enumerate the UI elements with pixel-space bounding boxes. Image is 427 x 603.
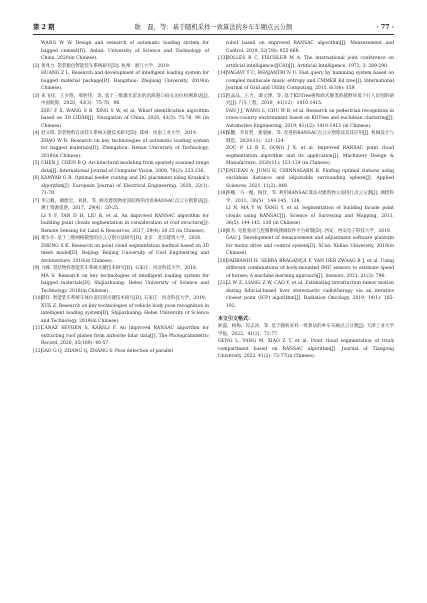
reference-text: robot based on improved RANSAC algorithm[J]. Measurement and Control, 2019, 52(7/8): 855-868.	[226, 41, 394, 54]
reference-number: [20]	[218, 258, 228, 264]
reference-number: [13]	[218, 56, 228, 61]
reference-entry	[218, 108, 394, 131]
reference-entry	[33, 295, 209, 303]
reference-entry	[218, 205, 394, 228]
reference-text: 李娜，马一薇，杨洋，等. 利用RANSAC算法对建筑物立面进行点云分割[J]. 测绘科学，2011，36(5)：144-145，138.	[226, 191, 394, 204]
reference-text: ZHU F X, WANG S B, XING S W, et al. Wharf identification algorithm based on 3D LIDAR[J]. Navigation of China, 2020, 43(3): 75-78, 96 (in Chinese).	[41, 108, 209, 129]
reference-entry	[33, 273, 209, 296]
reference-entry	[218, 55, 394, 70]
reference-text: GAO G Q, ZHANG Q, ZHANG S. Pose detection of parallel	[41, 348, 173, 354]
reference-entry	[33, 138, 209, 161]
reference-number: [6]	[33, 176, 40, 181]
issue-number: 第 2 期	[33, 24, 55, 31]
reference-text: BOLLES R C, FISCHLER M A. The international joint conference on artificial intelligence(IJCAI)[J]. Artificial Intelligence, 1972, 3: 289-290.	[226, 56, 394, 69]
left-column	[33, 40, 209, 355]
reference-entry	[218, 40, 394, 55]
right-column	[218, 40, 394, 361]
reference-entry	[218, 190, 394, 205]
reference-entry	[218, 130, 394, 145]
reference-number: [21]	[218, 281, 228, 286]
reference-number: [8]	[33, 236, 40, 241]
reference-number: [4]	[33, 131, 40, 136]
reference-text: ZOU P, LI B Z, GONG J X, et al. Improved RANSAC point cloud segmentation algorithm and its application[J]. Machinery Design & Manufacture, 2020(11): 121-124 (in Chinese).	[226, 146, 394, 166]
reference-entry	[33, 40, 209, 63]
reference-number: [7]	[33, 198, 40, 204]
reference-text: LI N, MA Y W, YANG Y, et al. Segmentation of building facade point clouds using RANSAC[J]. Science of Surveying and Mapping, 2011, 36(5): 144-145, 138 (in Chinese).	[226, 206, 394, 226]
reference-text: 黄兆力. 袋装粮包智能装车系统研究[D]. 杭州：浙江大学，2019.	[41, 63, 171, 69]
reference-text: CANAZ SEVGEN S, KARSLI F. An improved RANSAC algorithm for extracting roof planes from airborne lidar data[J]. The Photogrammetric Record, 2020, 35(169): 40-57.	[41, 326, 209, 346]
reference-entry	[218, 228, 394, 236]
reference-entry	[33, 160, 209, 175]
reference-entry	[218, 168, 394, 191]
reference-text: GAO J. Development of measurement and adjustment software platform for motor drive and control system[D]. Xi'an: Xidian University, 2019(in Chinese).	[226, 236, 394, 256]
reference-text: LI Y F, TAN D H, LIU R, et al. An improved RANSAC algorithm for building point clouds segmentation in consideration of roof structure[J]. Remote Sensing for Land & Resources, 2017, 29(4): 20-25 (in Chinese).	[41, 213, 209, 234]
reference-text: MA S. Research on key technologies of intelligent loading system for bagged materials[D]. Shijiazhuang: Hebei University of Science and Technology, 2018(in Chinese).	[41, 273, 209, 294]
reference-entry	[33, 93, 209, 108]
reference-text: ONUEAN A, JUNG H, CHINNASARN K. Finding optimal stations using euclidean distance and adjustable surrounding sphere[J]. Applied Sciences, 2021, 11(2): 848.	[226, 168, 394, 189]
reference-entry	[33, 265, 209, 273]
reference-number: [11]	[33, 326, 43, 331]
reference-entry	[218, 280, 394, 310]
reference-entry	[218, 258, 394, 281]
reference-number: [14]	[218, 71, 228, 76]
reference-text: DARBANDI H, SERRA BRAGANÇA F, VAN DER ZWAAG B J, et al. Using different combinations of body-mounted IMU sensors to estimate speed of horses; A machine learning approach[J]. Sensors, 2021, 21(3): 798.	[226, 258, 394, 279]
reference-entry	[218, 70, 394, 93]
reference-text: 高杰. 电机驱动与控制系统测调软件平台研制[D]. 西安：西安电子科技大学，2019.	[226, 228, 392, 234]
reference-entry	[33, 70, 209, 93]
reference-text: NAGAVI T C, BHAJANTRI N U. Fast query by humming system based on complex multiscale music entropy and CMMEB Kd tree[J]. International Journal of Grid and Utility Computing, 2015, 6(3/4): 159.	[226, 71, 394, 91]
reference-text: KAMYAB G R. Optimal feeder routing and DG placement using Kruskal's algorithm[J]. European Journal of Electrical Engineering, 2020, 22(1): 71-78.	[41, 176, 209, 196]
reference-entry	[33, 348, 209, 356]
reference-text: 薛洋. 智能装车系统车体位姿识别关键技术研究[D]. 石家庄：河北科技大学，2019.	[41, 296, 207, 301]
reference-entry	[33, 130, 209, 138]
reference-number: [9]	[33, 266, 40, 271]
reference-number: [17]	[218, 168, 228, 174]
reference-text: 李云帆，谢德宏，刘晨，等. 顾及建筑物屋顶结构的改进RANSAC点云分割算法[J]. 测土资源遥感，2017，29(4)：20-25.	[41, 198, 209, 211]
reference-entry	[218, 145, 394, 168]
reference-number: [10]	[33, 296, 43, 301]
reference-number: [16]	[218, 131, 228, 136]
reference-text: WANG W W. Design and research of automatic loading system for bagged cement[D]. Anhui: University of Science and Technology of China, 2020(in Chinese).	[41, 41, 209, 61]
reference-entry	[33, 213, 209, 236]
reference-entry	[218, 235, 394, 258]
reference-text: ZHAO W R. Research on key technologies of automatic loading system for bagged materials[D]. Zhengzhou: Henan University of Technology, 2019(in Chinese).	[41, 138, 209, 159]
reference-entry	[33, 243, 209, 266]
reference-number: [15]	[218, 93, 228, 99]
citation-en: GENG L, YANG M, XIAO Z T, et al. Point cloud segmentation of truck compartment based on RANSAC algorithm[J]. Journal of Tiangong University, 2022, 41(2): 72-77(in Chinese).	[218, 339, 394, 359]
reference-number: [3]	[33, 93, 40, 99]
reference-entry	[33, 63, 209, 71]
reference-number: [5]	[33, 161, 40, 166]
running-title: 耿 磊，等：基于随机采样一致算法的乡车车厢点云分割	[134, 24, 293, 31]
reference-text: ZHENG S K. Research on point cloud segmentation method based on 3D mesh model[D]. Beijing: Beijing University of Civil Engineering and Architecture, 2016(in Chinese).	[41, 243, 209, 264]
page-number: · 77 ·	[376, 24, 394, 31]
reference-text: FAN J J, WANG L, CHU W B, et al. Research on pedestrian recognition in cross-country environment based on KDTree and euclidean clustering[J]. Automotive Engineering, 2019, 41(12): 1410-1415 (in Chinese).	[226, 108, 394, 129]
reference-entry	[33, 108, 209, 131]
reference-text: 朱飞祥，王少博，邢胜伟，等. 基于三维激光雷达的沿海港口码头泊位检测算法[J]. 中国航海，2020，43(3)：75-78，96.	[41, 93, 209, 106]
reference-text: LI W Z, LIANG Z W, CAO Y, et al. Estimating intrafraction tumor motion during fiducial-based liver stereotactic radiotherapy via an iterative closest point (ICP) algorithm[J]. Radiation Oncology, 2019, 14(1): 185-192.	[226, 281, 394, 309]
reference-number: [18]	[218, 191, 228, 196]
reference-entry	[33, 175, 209, 198]
reference-entry	[33, 325, 209, 348]
reference-text: HUANG Z L. Research and development of intelligent loading system for bagged material package[D]. Hangzhou: Zhejiang University, 2019(in Chinese).	[41, 71, 209, 91]
citation-heading: 本文引文格式：	[218, 316, 254, 322]
reference-text: 郑少开. 基于三维网格模型的点云分割方法研究[D]. 北京：北京建筑大学，2016.	[41, 236, 202, 241]
reference-entry	[218, 93, 394, 108]
reference-number: [12]	[33, 348, 43, 354]
citation-cn: 耿磊，杨梅，肖志涛，等. 基于随机采样一致算法的乡车车厢点云分割[J]. 天津工业大学学报，2022，41(2)：72-77.	[218, 324, 394, 337]
reference-text: 邹鹏，李育贤，龚菊丽，等. 改进的RANSAC点云分割算法及其应用[J]. 机械设计与制造，2020(11)：121-124.	[226, 131, 394, 144]
reference-text: 赵文瑞. 袋装物料自动装车系统关键技术研究[D]. 郑州：河南工业大学，2019.	[41, 131, 198, 136]
reference-number: [19]	[218, 228, 228, 234]
reference-text: 马峰. 袋装物料智能装车系统关键技术研究[D]. 石家庄：河北科技大学，2018.	[41, 266, 198, 271]
reference-entry	[33, 303, 209, 326]
running-header	[33, 22, 394, 35]
reference-entry	[33, 198, 209, 213]
reference-text: CHEN J, CHEN B Q. Architectural modeling from sparsely scanned range data[J]. International Journal of Computer Vision, 2008, 78(2): 223-236.	[41, 161, 209, 174]
reference-text: XUE Z. Research on key technologies of vehicle body pose recognition in intelligent loading system[D]. Shijiazhuang: Hebei University of Science and Technology, 2019(in Chinese).	[41, 303, 209, 324]
reference-entry	[33, 235, 209, 243]
reference-text: 范品品，王力，谭文博，等. 基于KDTree树和欧式聚类的越野环境下行人识别的研究[J]. 汽车工程，2019，41(12)：1410-1415.	[226, 93, 394, 106]
reference-number: [2]	[33, 63, 40, 69]
